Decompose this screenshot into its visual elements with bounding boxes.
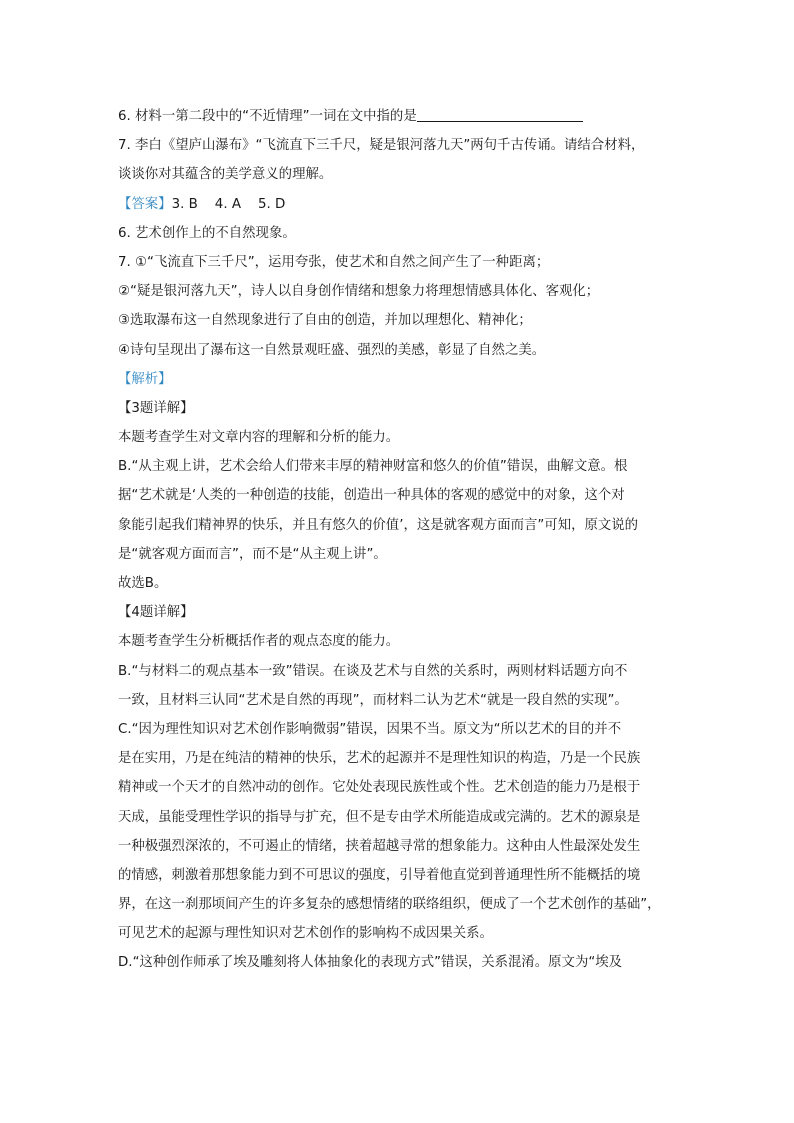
answer-tag: 【答案】 [118, 196, 172, 212]
detail-4-line-6: 精神或一个天才的自然冲动的创作。它处处表现民族性或个性。艺术创造的能力乃是根于 [118, 780, 641, 796]
answer-7-point-3: ③选取瀑布这一自然现象进行了自由的创造，并加以理想化、精神化； [118, 313, 532, 329]
detail-3-line-2: B.“从主观上讲，艺术会给人们带来丰厚的精神财富和悠久的价值”错误，曲解文意。根 [118, 459, 628, 475]
detail-4-line-5: 是在实用，乃是在纯洁的精神的快乐，艺术的起源并不是理性知识的构造，乃是一个民族 [118, 751, 641, 767]
answer-6: 6. 艺术创作上的不自然现象。 [118, 225, 296, 241]
detail-3-heading: 【3题详解】 [118, 400, 194, 416]
detail-4-line-4: C.“因为理性知识对艺术创作影响微弱”错误，因果不当。原文为“所以艺术的目的并不 [118, 721, 622, 737]
answer-blank [417, 106, 583, 122]
detail-3-line-5: 是“就客观方面而言”，而不是“从主观上讲”。 [118, 546, 387, 562]
analysis-tag: 【解析】 [118, 371, 172, 387]
answer-7-point-2: ②“疑是银河落九天”，诗人以自身创作情绪和想象力将理想情感具体化、客观化； [118, 284, 600, 300]
document-page [118, 102, 678, 978]
question-6-text: 6. 材料一第二段中的“不近情理”一词在文中指的是 [118, 109, 417, 124]
question-6 [118, 102, 678, 131]
detail-4-line-10: 界，在这一刹那顷间产生的许多复杂的感想情绪的联络组织，便成了一个艺术创作的基础”， [118, 897, 661, 913]
detail-4-line-3: 一致，且材料三认同“艺术是自然的再现”，而材料二认为艺术“就是一段自然的实现”。 [118, 692, 628, 708]
detail-4-line-9: 的情感，刺激着那想象能力到不可思议的强度，引导着他直觉到普通理性所不能概括的境 [118, 867, 641, 883]
question-7-line-1: 7. 李白《望庐山瀑布》“飞流直下三千尺，疑是银河落九天”两句千古传诵。请结合材料， [118, 138, 645, 154]
detail-3-line-1: 本题考查学生对文章内容的理解和分析的能力。 [118, 430, 400, 446]
answer-choices-line [118, 190, 678, 219]
detail-4-heading: 【4题详解】 [118, 605, 194, 621]
detail-3-line-6: 故选B。 [118, 576, 168, 591]
detail-4-line-1: 本题考查学生分析概括作者的观点态度的能力。 [118, 634, 400, 650]
detail-4-line-12: D.“这种创作师承了埃及雕刻将人体抽象化的表现方式”错误，关系混淆。原文为“埃及 [118, 955, 623, 971]
detail-4-line-7: 天成，虽能受理性学识的指导与扩充，但不是专由学术所能造成或完满的。艺术的源泉是 [118, 809, 641, 825]
answer-7-point-4: ④诗句呈现出了瀑布这一自然景观旺盛、强烈的美感，彰显了自然之美。 [118, 342, 546, 358]
answer-7-point-1: 7. ①“飞流直下三千尺”，运用夸张，使艺术和自然之间产生了一种距离； [118, 254, 550, 270]
detail-4-line-8: 一种极强烈深浓的，不可遏止的情绪，挟着超越寻常的想象能力。这种由人性最深处发生 [118, 838, 641, 854]
detail-3-line-3: 据“艺术就是‘人类的一种创造的技能，创造出一种具体的客观的感觉中的对象，这个对 [118, 488, 625, 504]
question-7-line-2: 谈谈你对其蕴含的美学意义的理解。 [118, 167, 333, 183]
detail-3-line-4: 象能引起我们精神界的快乐，并且有悠久的价值’，这是就客观方面而言”可知，原文说的 [118, 517, 639, 533]
detail-4-line-2: B.“与材料二的观点基本一致”错误。在谈及艺术与自然的关系时，两则材料话题方向不 [118, 663, 628, 679]
answer-choices: 3. B 4. A 5. D [171, 196, 286, 212]
detail-4-line-11: 可见艺术的起源与理性知识对艺术创作的影响构不成因果关系。 [118, 926, 493, 942]
